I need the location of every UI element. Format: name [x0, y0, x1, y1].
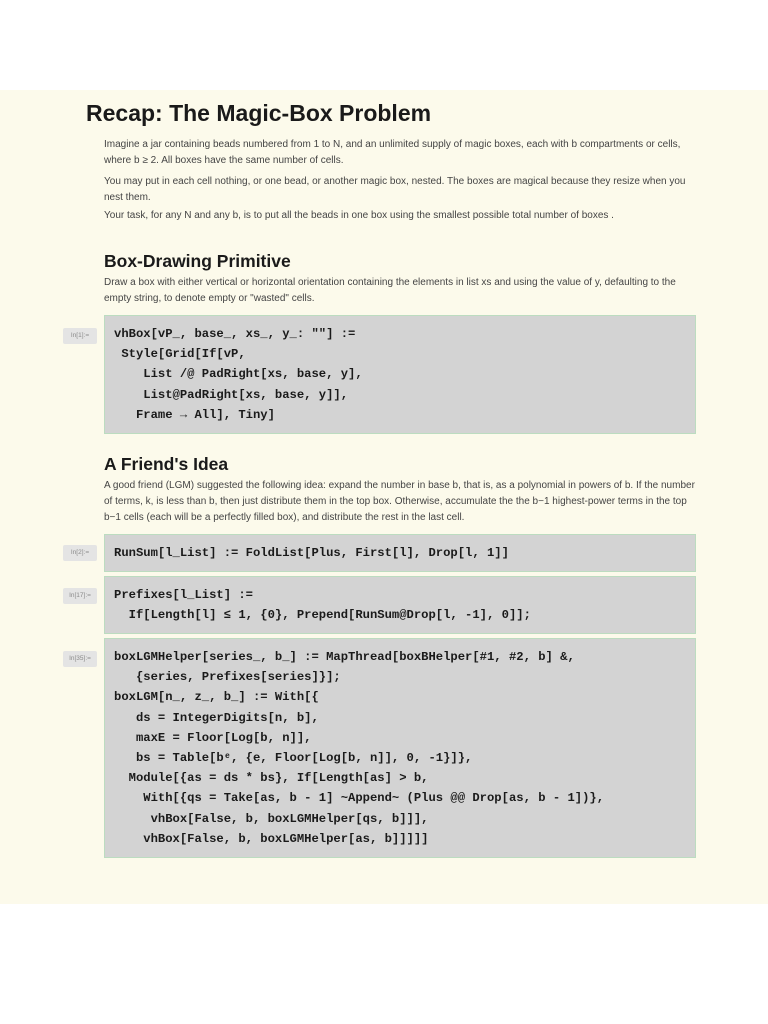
cell-label: In[35]:=: [63, 651, 97, 667]
code-line: Frame → All], Tiny]: [114, 407, 275, 422]
intro-paragraph-3: Your task, for any N and any b, is to put all the beads in one box using the smallest possible total number of boxes .: [104, 210, 614, 221]
intro-paragraph-2: You may put in each cell nothing, or one bead, or another magic box, nested. The boxes are magical because they resize when you nest them.: [104, 176, 686, 203]
code-line: boxLGMHelper[series_, b_] := MapThread[boxBHelper[#1, #2, b] &,: [114, 650, 575, 664]
code-cell-boxlgm[interactable]: [104, 638, 696, 858]
code-line: vhBox[vP_, base_, xs_, y_: ""] :=: [114, 327, 356, 341]
code-line: If[Length[l] ≤ 1, {0}, Prepend[RunSum@Drop[l, -1], 0]];: [114, 608, 531, 623]
code-line: Prefixes[l_List] :=: [114, 588, 253, 602]
code-line: bs = Table[bᵉ, {e, Floor[Log[b, n]], 0, -1}]},: [114, 751, 473, 766]
intro-paragraph-1: Imagine a jar containing beads numbered from 1 to N, and an unlimited supply of magic boxes, each with b compartments or cells, where b ≥ 2. All boxes have the same number of cells.: [104, 139, 681, 166]
cell-label: In[2]:=: [63, 545, 97, 561]
code-line: boxLGM[n_, z_, b_] := With[{: [114, 690, 319, 705]
code-lines: [114, 543, 509, 563]
code-line: vhBox[False, b, boxLGMHelper[as, b]]]]]: [114, 831, 429, 846]
section-heading-box-drawing: Box-Drawing Primitive: [104, 251, 291, 271]
code-line: List@PadRight[xs, base, y]],: [114, 387, 349, 402]
code-line: {series, Prefixes[series]}];: [114, 670, 341, 685]
code-cell-vhbox[interactable]: [104, 315, 696, 434]
code-line: Style[Grid[If[vP,: [114, 347, 246, 362]
code-lines: [114, 647, 604, 849]
code-lines: [114, 324, 363, 425]
code-line: With[{qs = Take[as, b - 1] ~Append~ (Plus @@ Drop[as, b - 1])},: [114, 791, 605, 806]
cell-label: In[1]:=: [63, 328, 97, 344]
section-heading-friends-idea: A Friend's Idea: [104, 454, 229, 474]
code-line: vhBox[False, b, boxLGMHelper[qs, b]]],: [114, 811, 429, 826]
page-title: Recap: The Magic-Box Problem: [86, 100, 432, 126]
code-line: maxE = Floor[Log[b, n]],: [114, 730, 312, 745]
code-line: ds = IntegerDigits[n, b],: [114, 710, 319, 725]
cell-label: In[17]:=: [63, 588, 97, 604]
code-line: List /@ PadRight[xs, base, y],: [114, 367, 363, 382]
code-cell-prefixes[interactable]: [104, 576, 696, 634]
section-text-friends-idea: A good friend (LGM) suggested the following idea: expand the number in base b, that is, as a polynomial in powers of b. If the number of terms, k, is less than b, then just distribute them in the top box. Otherwise, accumulate the the b−1 highest-power terms in the top b−1 cells (each will be a perfectly filled box), and distribute the rest in the last cell.: [104, 480, 695, 523]
code-cell-runsum[interactable]: [104, 534, 696, 572]
code-line: Module[{as = ds * bs}, If[Length[as] > b,: [114, 771, 429, 786]
section-text-box-drawing: Draw a box with either vertical or horizontal orientation containing the elements in list xs and using the value of y, defaulting to the empty string, to denote empty or "wasted" cells.: [104, 277, 676, 304]
code-line: RunSum[l_List] := FoldList[Plus, First[l], Drop[l, 1]]: [114, 546, 509, 560]
code-lines: [114, 585, 531, 625]
